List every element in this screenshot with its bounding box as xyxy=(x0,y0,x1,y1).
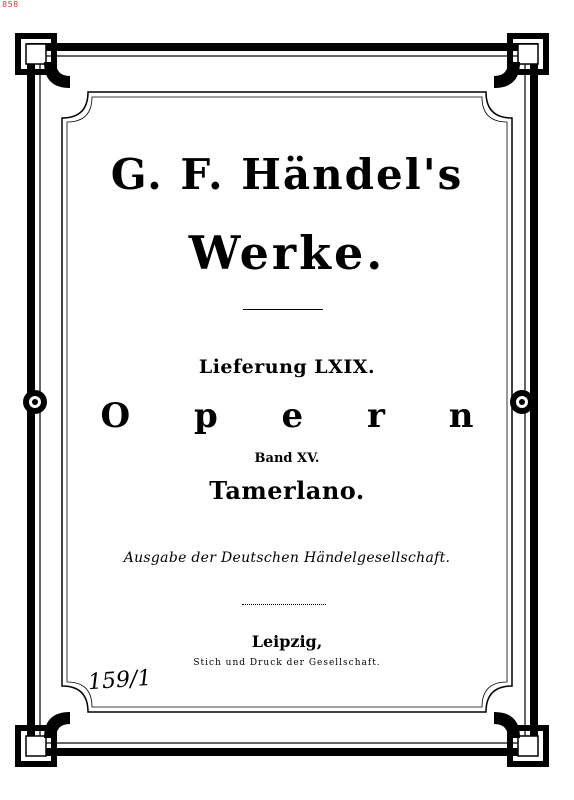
divider-top xyxy=(243,309,323,310)
edition-line: Ausgabe der Deutschen Händelgesellschaft. xyxy=(123,550,451,566)
printer-line: Stich und Druck der Gesellschaft. xyxy=(193,658,381,668)
divider-bottom xyxy=(242,604,326,605)
delivery-number: Lieferung LXIX. xyxy=(198,356,376,378)
title-works: Werke. xyxy=(188,226,386,280)
library-stamp: 858 xyxy=(2,0,19,9)
opera-title: Tamerlano. xyxy=(209,476,365,505)
corner-ornament-bottom-left xyxy=(18,712,70,764)
handwritten-shelfmark: 159/1 xyxy=(87,665,153,696)
volume-number: Band XV. xyxy=(254,451,320,466)
corner-ornament-bottom-right xyxy=(494,712,546,764)
place-of-publication: Leipzig, xyxy=(251,632,323,651)
genre-heading: O p e r n xyxy=(100,396,500,436)
title-composer: G. F. Händel's xyxy=(110,150,464,199)
